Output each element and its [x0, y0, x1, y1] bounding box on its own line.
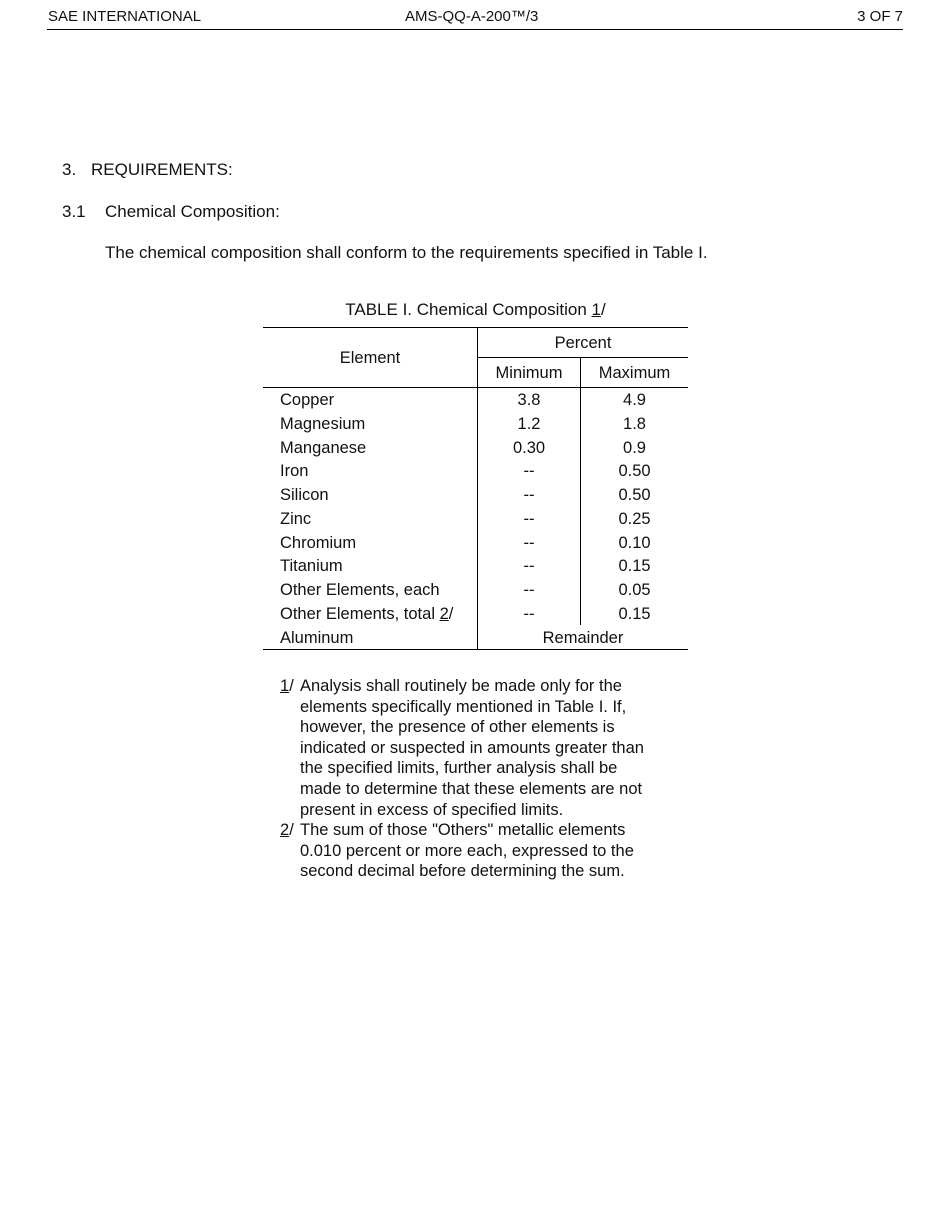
max-value: 0.15 [618, 557, 651, 575]
max-value: 1.8 [623, 415, 646, 433]
max-value: 4.9 [623, 391, 646, 409]
footnote-marker: 1/ [280, 677, 294, 695]
section-title: REQUIREMENTS: [91, 160, 233, 179]
max-value: 0.25 [618, 510, 651, 528]
footnote-1 [280, 676, 700, 821]
footnote-2 [280, 820, 700, 885]
col-header-percent: Percent [554, 334, 612, 352]
min-value: -- [523, 534, 535, 552]
body-paragraph: The chemical composition shall conform to the requirements specified in Table I. [105, 243, 708, 262]
max-value: 0.9 [623, 439, 646, 457]
element-name: Magnesium [280, 415, 366, 433]
min-value: 0.30 [512, 439, 546, 457]
max-value: 0.50 [618, 486, 651, 504]
footnote-text: The sum of those "Others" metallic elements 0.010 percent or more each, expressed to the second decimal before determining the sum. [300, 821, 634, 881]
header-org: SAE INTERNATIONAL [48, 8, 202, 25]
header-bottom-rule [263, 387, 688, 388]
remainder-value: Remainder [542, 629, 624, 647]
header-page-number: 3 OF 7 [857, 8, 903, 25]
element-name: Other Elements, total 2/ [280, 605, 454, 623]
element-name: Copper [280, 391, 335, 409]
table-caption: TABLE I. Chemical Composition 1/ [345, 300, 606, 319]
subsection-number: 3.1 [62, 202, 86, 221]
min-value: -- [523, 605, 535, 623]
element-name: Iron [280, 462, 309, 480]
caption-note-ref: 1 [591, 300, 601, 319]
element-name: Silicon [280, 486, 329, 504]
min-value: 3.8 [517, 391, 541, 409]
min-value: -- [523, 486, 535, 504]
max-value: 0.05 [618, 581, 651, 599]
col-header-maximum: Maximum [598, 364, 671, 382]
percent-rule [477, 357, 688, 358]
min-value: -- [523, 557, 535, 575]
table-bottom-rule [263, 649, 688, 650]
footnote-text: Analysis shall routinely be made only for the elements specifically mentioned in Table I. If, however, the presence of other elements is indicated or suspected in amounts greater than the specified limits, further analysis shall be made to determine that these elements are not present in excess of specified limits. [300, 677, 644, 819]
section-number: 3. [62, 160, 77, 179]
page-header [47, 8, 903, 30]
min-value: -- [523, 581, 535, 599]
footnote-marker: 2/ [280, 821, 294, 839]
element-name: Aluminum [280, 629, 354, 647]
min-value: -- [523, 462, 535, 480]
element-name: Titanium [280, 557, 343, 575]
max-value: 0.15 [618, 605, 651, 623]
max-value: 0.10 [618, 534, 651, 552]
header-doc-id: AMS-QQ-A-200™/3 [405, 8, 539, 25]
element-name: Chromium [280, 534, 357, 552]
row-note-ref: 2 [439, 605, 449, 623]
table-top-rule [263, 327, 688, 328]
element-name: Other Elements, each [280, 581, 440, 599]
col-header-minimum: Minimum [495, 364, 563, 382]
min-value: 1.2 [517, 415, 541, 433]
element-name: Zinc [280, 510, 312, 528]
max-value: 0.50 [618, 462, 651, 480]
element-name: Manganese [280, 439, 367, 457]
min-value: -- [523, 510, 535, 528]
subsection-title: Chemical Composition: [105, 202, 280, 221]
col-header-element: Element [339, 349, 401, 367]
